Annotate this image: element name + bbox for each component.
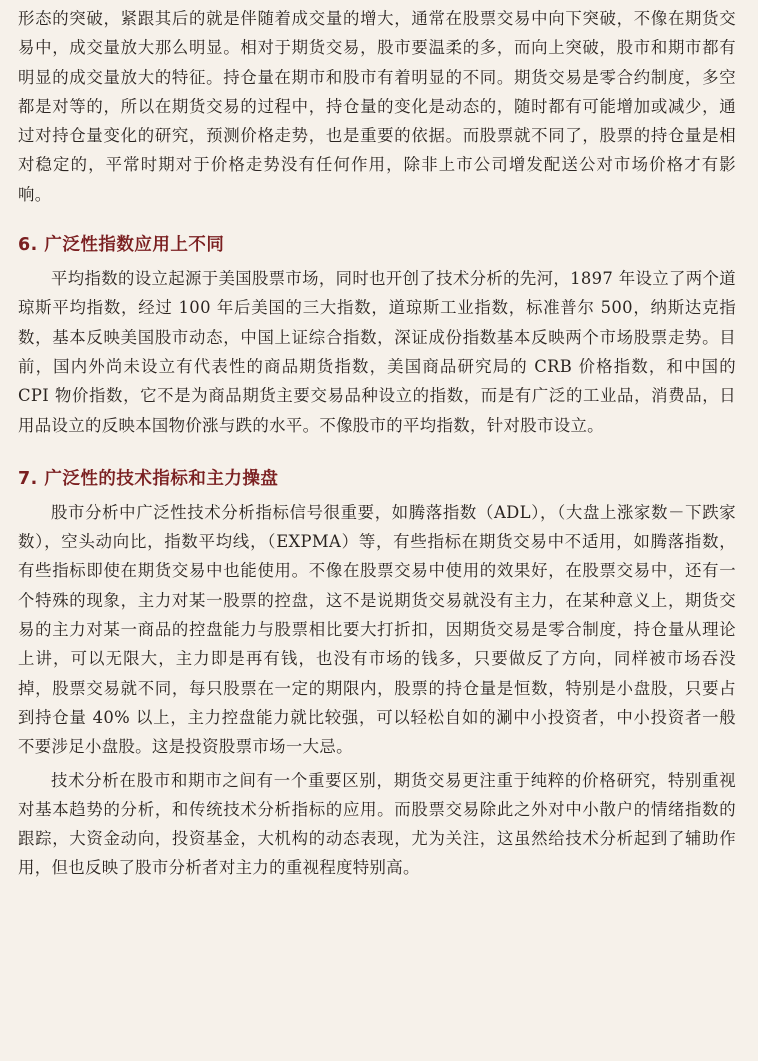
- section-7-paragraph-1: 股市分析中广泛性技术分析指标信号很重要，如腾落指数（ADL），（大盘上涨家数－下跌家数），空头动向比，指数平均线，（EXPMA）等，有些指标在期货交易中不适用，如腾落指数，有些指标即使在期货交易中也能使用。不像在股票交易中使用的效果好，在股票交易中，还有一个特殊的现象，主力对某一股票的控盘，这不是说期货交易就没有主力，在某种意义上，期货交易的主力对某一商品的控盘能力与股票相比要大打折扣，因期货交易是零合制度，持仓量从理论上讲，可以无限大，主力即是再有钱，也没有市场的钱多，只要做反了方向，同样被市场吞没掉，股票交易就不同，每只股票在一定的期限内，股票的持仓量是恒数，特别是小盘股，只要占到持仓量 40% 以上，主力控盘能力就比较强，可以轻松自如的涮中小投资者，中小投资者一般不要涉足小盘股。这是投资股票市场一大忌。: [18, 502, 736, 757]
- section-6-paragraph: 平均指数的设立起源于美国股票市场，同时也开创了技术分析的先河，1897 年设立了两个道琼斯平均指数，经过 100 年后美国的三大指数，道琼斯工业指数，标准普尔 500，纳斯达克指数，基本反映美国股市动态，中国上证综合指数，深证成份指数基本反映两个市场股票走势。目前，国内外尚未设立有代表性的商品期货指数，美国商品研究局的 CRB 价格指数，和中国的 CPI 物价指数，它不是为商品期货主要交易品种设立的指数，而是有广泛的工业品，消费品，日用品设立的反映本国物价涨与跌的水平。不像股市的平均指数，针对股市设立。: [18, 269, 736, 435]
- section-7-paragraph-2: 技术分析在股市和期市之间有一个重要区别，期货交易更注重于纯粹的价格研究，特别重视对基本趋势的分析，和传统技术分析指标的应用。而股票交易除此之外对中小散户的情绪指数的跟踪，大资金动向，投资基金，大机构的动态表现，尤为关注，这虽然给技术分析起到了辅助作用，但也反映了股市分析者对主力的重视程度特别高。: [18, 770, 736, 878]
- section-6-heading: 6. 广泛性指数应用上不同: [18, 235, 225, 256]
- section-7-heading: 7. 广泛性的技术指标和主力操盘: [18, 468, 279, 489]
- intro-paragraph: 形态的突破，紧跟其后的就是伴随着成交量的增大，通常在股票交易中向下突破，不像在期货交易中，成交量放大那么明显。相对于期货交易，股市要温柔的多，而向上突破，股市和期市都有明显的成交量放大的特征。持仓量在期市和股市有着明显的不同。期货交易是零合约制度，多空都是对等的，所以在期货交易的过程中，持仓量的变化是动态的，随时都有可能增加或减少，通过对持仓量变化的研究，预测价格走势，也是重要的依据。而股票就不同了，股票的持仓量是相对稳定的，平常时期对于价格走势没有任何作用，除非上市公司增发配送公对市场价格才有影响。: [18, 9, 736, 204]
